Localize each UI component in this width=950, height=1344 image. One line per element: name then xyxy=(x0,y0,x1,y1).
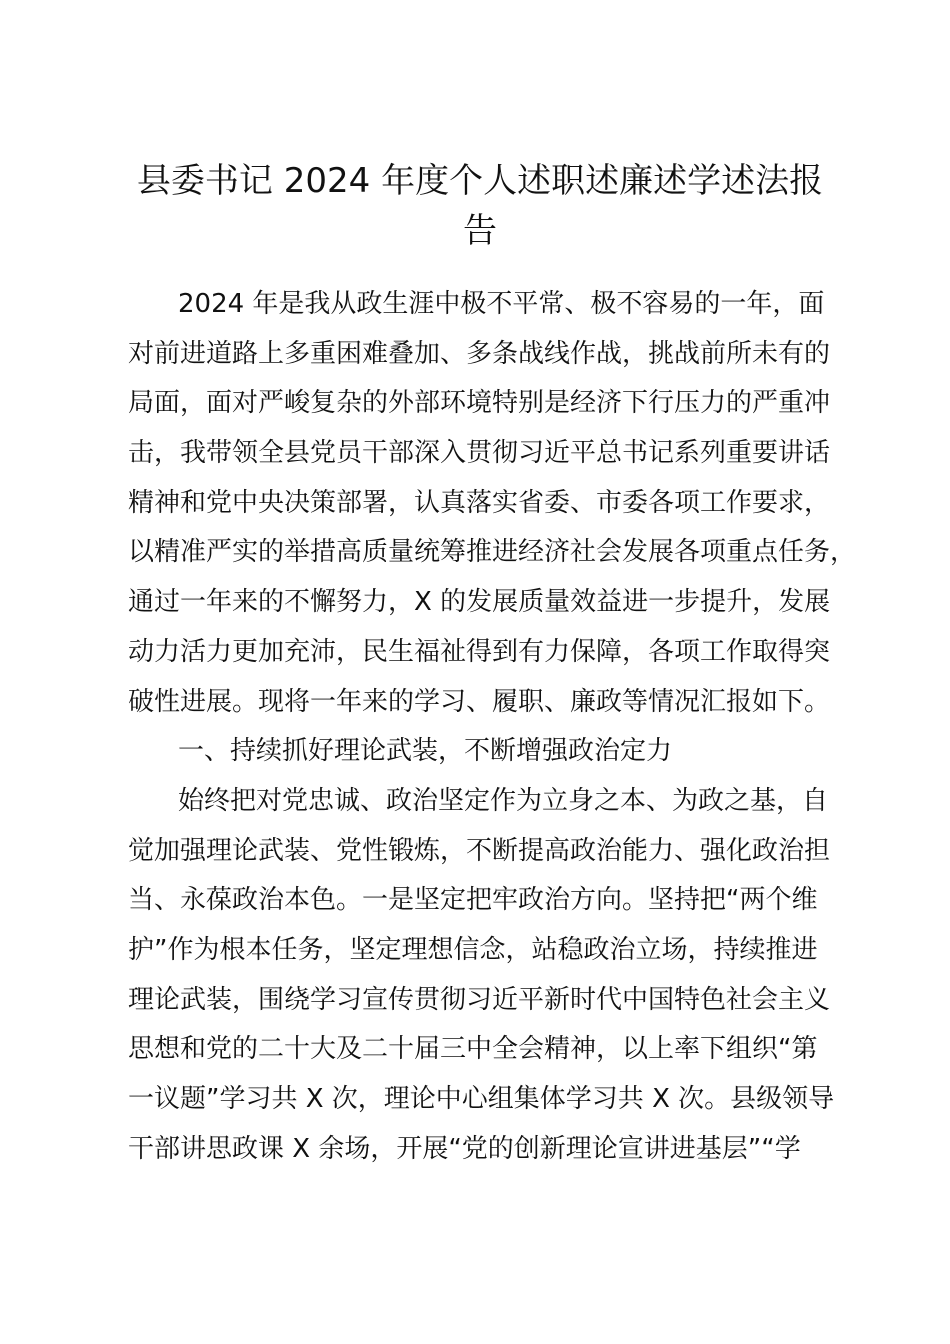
paragraph-line: 当、永葆政治本色。一是坚定把牢政治方向。坚持把“两个维 xyxy=(128,885,818,916)
document-title xyxy=(110,156,850,255)
paragraph-line: 2024 年是我从政生涯中极不平常、极不容易的一年，面 xyxy=(178,289,825,319)
paragraph-line: 干部讲思政课 X 余场，开展“党的创新理论宣讲进基层”“学 xyxy=(128,1133,801,1164)
section-heading: 一、持续抓好理论武装，不断增强政治定力 xyxy=(178,736,673,767)
paragraph-line: 以精准严实的举措高质量统筹推进经济社会发展各项重点任务， xyxy=(128,537,857,568)
paragraph-line: 护”作为根本任务，坚定理想信念，站稳政治立场，持续推进 xyxy=(128,934,818,965)
paragraph-line: 通过一年来的不懈努力，X 的发展质量效益进一步提升，发展 xyxy=(128,587,831,618)
paragraph-line: 理论武装，围绕学习宣传贯彻习近平新时代中国特色社会主义 xyxy=(128,984,831,1015)
paragraph-line: 动力活力更加充沛，民生福祉得到有力保障，各项工作取得突 xyxy=(128,636,831,667)
paragraph-line: 精神和党中央决策部署，认真落实省委、市委各项工作要求， xyxy=(128,487,831,518)
document-body xyxy=(128,280,868,1174)
paragraph-line: 破性进展。现将一年来的学习、履职、廉政等情况汇报如下。 xyxy=(128,686,831,717)
paragraph-line: 局面，面对严峻复杂的外部环境特别是经济下行压力的严重冲 xyxy=(128,388,831,419)
title-line-1: 县委书记 2024 年度个人述职述廉述学述法报 xyxy=(136,161,824,201)
paragraph-line: 始终把对党忠诚、政治坚定作为立身之本、为政之基，自 xyxy=(178,785,829,816)
paragraph-line: 对前进道路上多重困难叠加、多条战线作战，挑战前所未有的 xyxy=(128,338,831,369)
paragraph-line: 一议题”学习共 X 次，理论中心组集体学习共 X 次。县级领导 xyxy=(128,1084,835,1114)
paragraph-line: 击，我带领全县党员干部深入贯彻习近平总书记系列重要讲话 xyxy=(128,438,831,469)
paragraph-line: 觉加强理论武装、党性锻炼，不断提高政治能力、强化政治担 xyxy=(128,835,831,866)
title-line-2: 告 xyxy=(463,210,497,251)
paragraph-line: 思想和党的二十大及二十届三中全会精神，以上率下组织“第 xyxy=(128,1034,818,1065)
